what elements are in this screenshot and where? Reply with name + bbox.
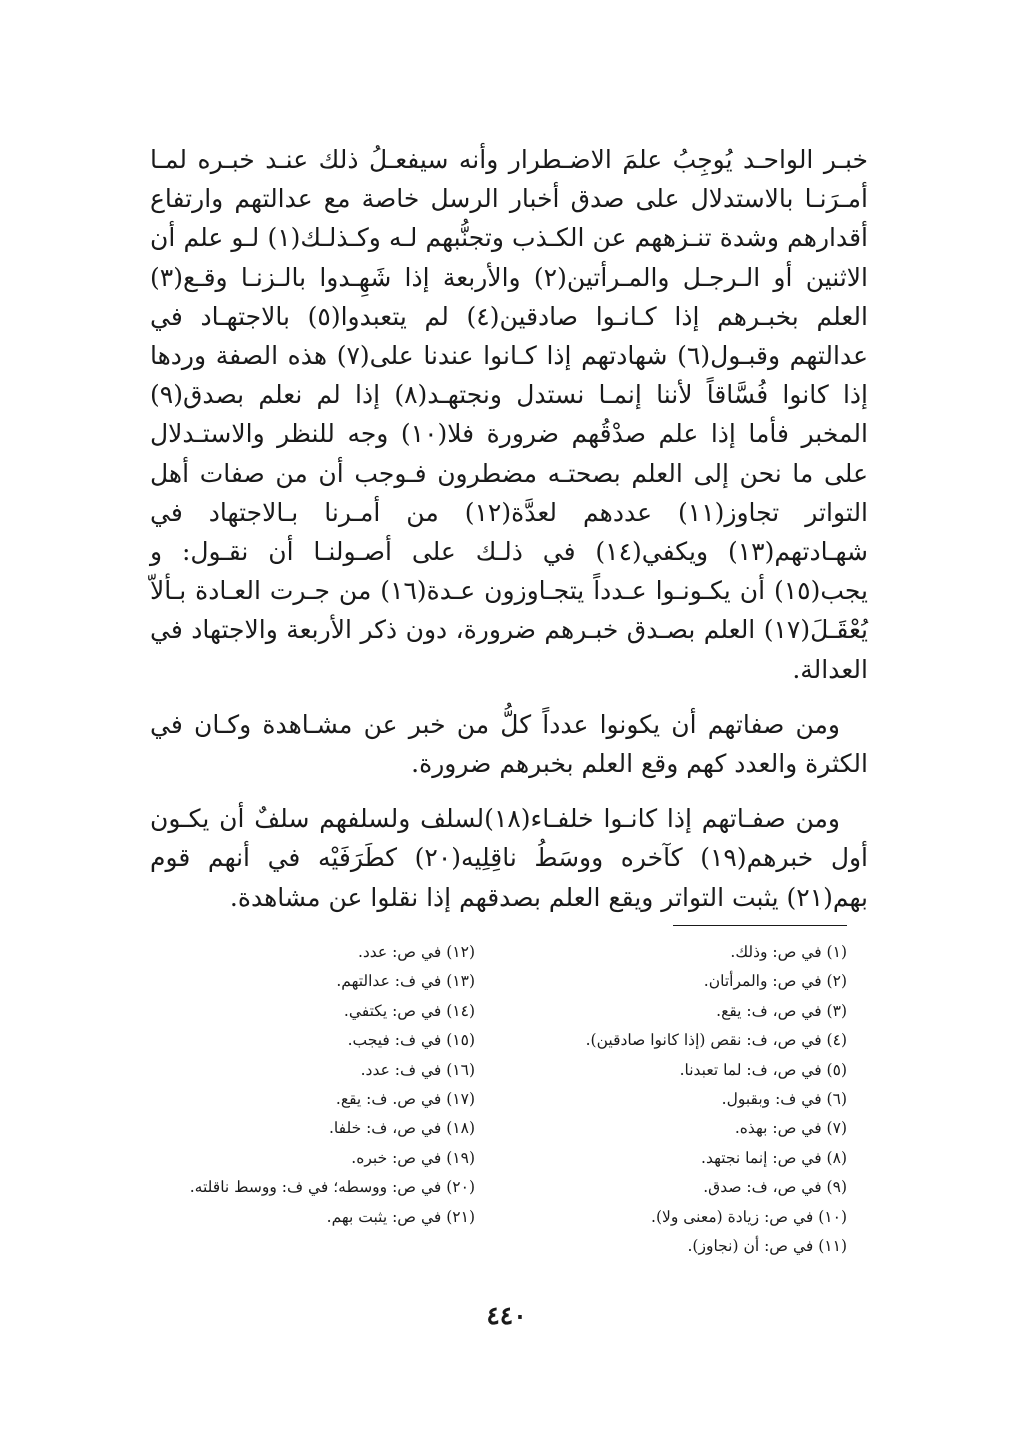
footnote: (٥) في ص، ف: لما تعبدنا. [679, 1060, 847, 1079]
footnote-separator [673, 925, 847, 926]
footnote: (٤) في ص، ف: نقص (إذا كانوا صادقين). [585, 1031, 847, 1050]
footnote: (١٤) في ص: يكتفي. [343, 1001, 475, 1020]
footnote: (١٨) في ص، ف: خلفا. [328, 1119, 475, 1138]
footnote: (٢) في ص: والمرأتان. [703, 972, 847, 991]
page-number: ٤٤٠ [486, 1301, 527, 1330]
footnote: (٣) في ص، ف: يقع. [716, 1001, 847, 1020]
footnote: (١٩) في ص: خبره. [351, 1148, 475, 1167]
footnote: (١) في ص: وذلك. [730, 943, 847, 961]
footnote: (١٣) في ف: عدالتهم. [336, 972, 475, 991]
footnote: (٧) في ص: بهذه. [734, 1119, 847, 1138]
footnote: (٨) في ص: إنما نجتهد. [701, 1148, 847, 1167]
footnote: (١٠) في ص: زيادة (معنى ولا). [651, 1207, 847, 1226]
footnote: (١٢) في ص: عدد. [357, 943, 475, 961]
footnotes-column-right [586, 938, 847, 1261]
paragraph-2: ومن صفاتهم أن يكونوا عدداً كلُّ من خبر عن مشـاهدة وكـان في الكثرة والعدد كهم وقع العلم بخبرهم ضرورة. [150, 709, 868, 779]
footnotes-column-left [190, 938, 475, 1232]
paragraph-1: خبـر الواحـد يُوجِبُ علمَ الاضـطرار وأنه سيفعـلُ ذلك عنـد خبـره لمـا أمـرَنـا بالاستدلال على صدق أخبار الرسل خاصة مع عدالتهم وارتفاع أقدارهم وشدة تنـزههم عن الكـذب وتجنُّبهم لـه وكـذلـك(١) لـو علم أن الاثنين أو الـرجـل والمـرأتين(٢) والأربعة إذا شَهِـدوا بالـزنـا وقـع(٣) العلم بخبـرهم إذا كـانـوا صادقين(٤) لم يتعبدوا(٥) بالاجتهـاد في عدالتهم وقبـول(٦) شهادتهم إذا كـانوا عندنا على(٧) هذه الصفة وردها إذا كانوا فُسَّاقاً لأننا إنمـا نستدل ونجتهـد(٨) إذا لم نعلم بصدق(٩) المخبر فأما إذا علم صدْقُهم ضرورة فلا(١٠) وجه للنظر والاستـدلال على ما نحن إلى العلم بصحتـه مضطرون فـوجب أن من صفات أهل التواتر تجاوز(١١) عددهم لعدَّة(١٢) من أمـرنا بـالاجتهاد في شهـادتهم(١٣) ويكفي(١٤) في ذلـك على أصـولنـا أن نقـول: و يجب(١٥) أن يكـونـوا عـدداً يتجـاوزون عـدة(١٦) من جـرت العـادة بـألاّ يُعْقَـلَ(١٧) العلم بصـدق خبـرهم ضرورة، دون ذكر الأربعة والاجتهاد في العدالة. [150, 145, 869, 684]
footnote: (١٦) في ف: عدد. [360, 1060, 475, 1079]
main-text [150, 140, 868, 933]
paragraph-3: ومن صفـاتهم إذا كانـوا خلفـاء(١٨)لسلف ولسلفهم سلفٌ أن يكـون أول خبرهم(١٩) كآخره ووسَطُ ناقِلِيه(٢٠) كطَرَفَيْه في أنهم قوم بهم(٢١) يثبت التواتر ويقع العلم بصدقهم إذا نقلوا عن مشاهدة. [150, 804, 868, 912]
footnote: (١٧) في ص. ف: يقع. [335, 1090, 475, 1109]
footnote: (٩) في ص، ف: صدق. [703, 1178, 847, 1197]
footnote: (٢٠) في ص: ووسطه؛ في ف: ووسط ناقلته. [189, 1178, 475, 1197]
footnote: (١٥) في ف: فيجب. [347, 1031, 475, 1050]
footnote: (٦) في ف: وبقبول. [721, 1090, 847, 1109]
footnote: (٢١) في ص: يثبت بهم. [326, 1207, 475, 1226]
footnote: (١١) في ص: أن (نجاوز). [687, 1237, 847, 1256]
